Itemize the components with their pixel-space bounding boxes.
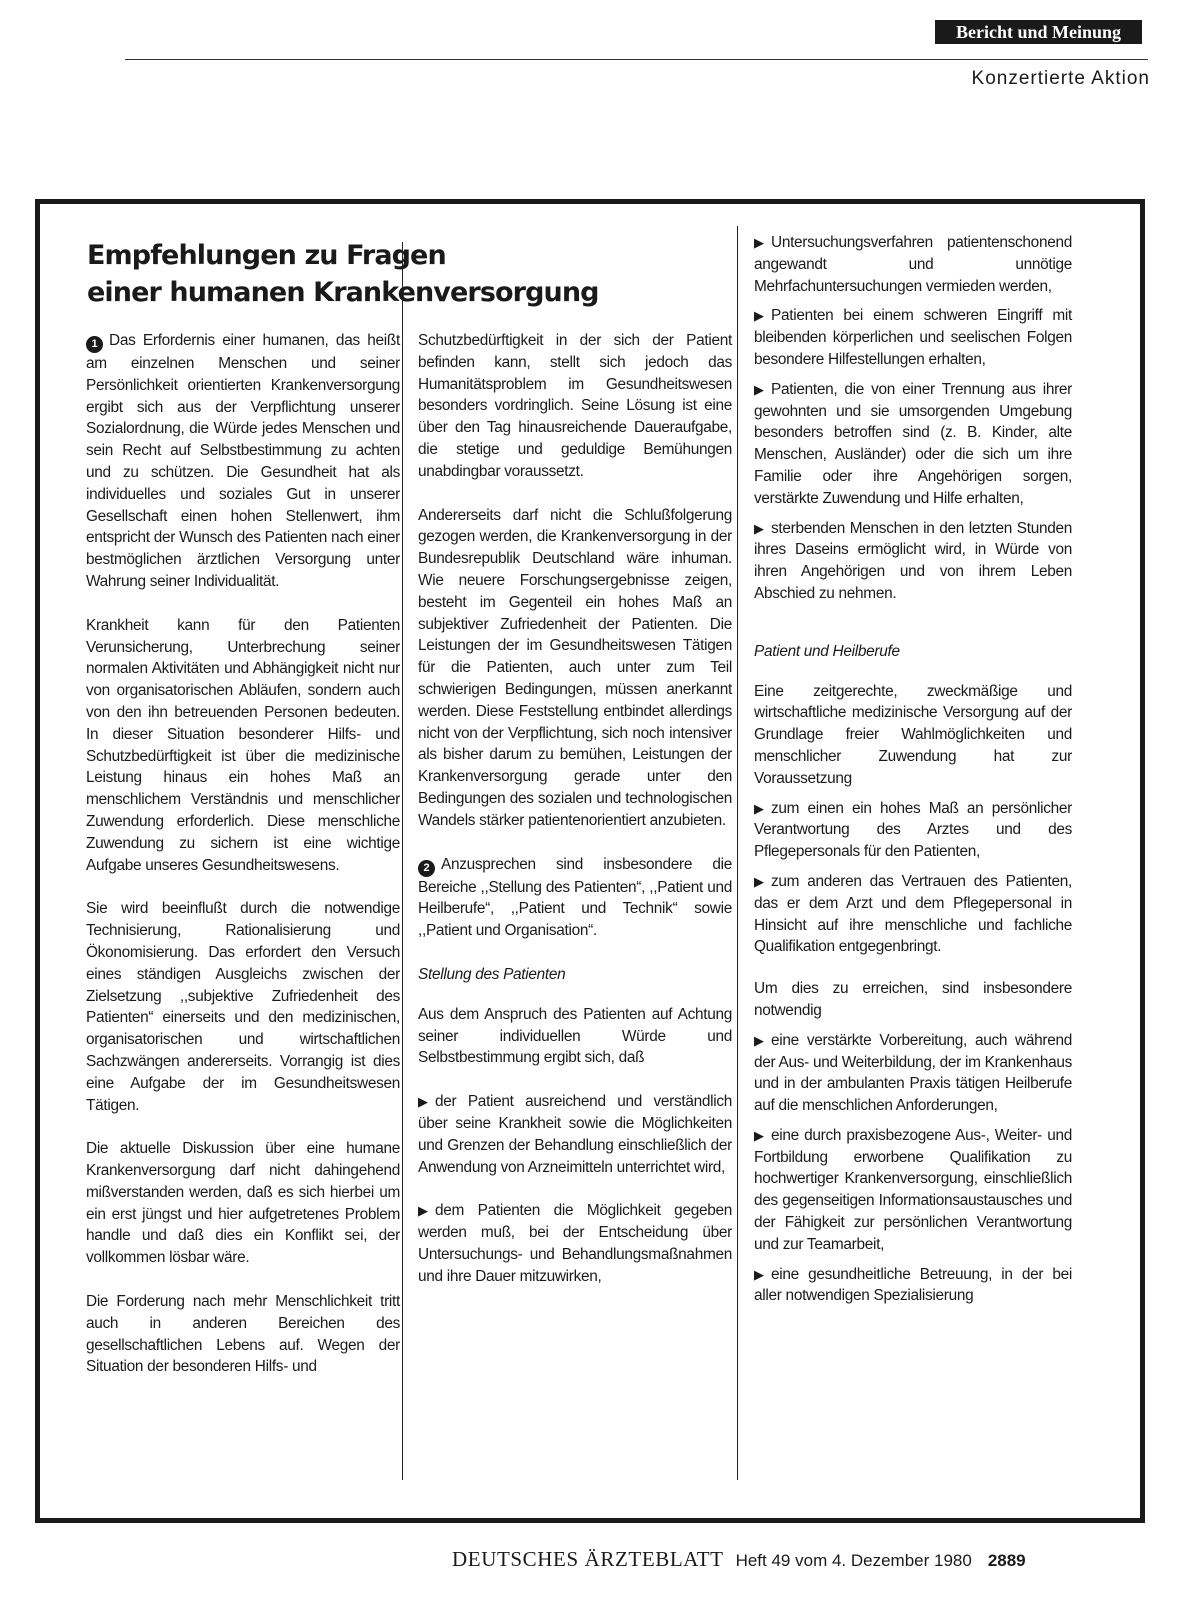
paragraph: Schutzbedürftigkeit in der sich der Patient befinden kann, stellt sich jedoch das Humanitätsproblem im Gesundheitswesen besonders vordringlich. Seine Lösung ist eine über den Tag hinausreichende Daueraufgabe, die stetige und geduldige Bemühungen unabdingbar voraussetzt. (418, 332, 732, 480)
paragraph: Andererseits darf nicht die Schlußfolgerung gezogen werden, die Krankenversorgung in der Bundesrepublik Deutschland wäre inhuman. Wie neuere Forschungsergebnisse zeigen, besteht im Gegenteil ein hohes Maß an subjektiver Zufriedenheit der Patienten. Die Leistungen der im Gesundheitswesen Tätigen für die Patienten, auch unter zum Teil schwierigen Bedingungen, müssen anerkannt werden. Diese Feststellung entbindet allerdings nicht von der Verpflichtung, sich noch intensiver als bisher darum zu bemühen, Leistungen der Krankenversorgung gerade unter den Bedingungen des sozialen und technologischen Wandels stärker patientenorientiert anzubieten. (418, 506, 732, 829)
bullet-item: ▶ zum einen ein hohes Maß an persönlicher Verantwortung des Arztes und des Pflegepersonals für den Patienten, (754, 799, 1072, 861)
arrow-bullet-icon: ▶ (754, 235, 764, 250)
bullet-item: ▶ der Patient ausreichend und verständlich über seine Krankheit sowie die Möglichkeiten und Grenzen der Behandlung einschließlich der Anwendung von Arzneimitteln unterrichtet wird, (418, 1093, 732, 1176)
page-footer (452, 1547, 1026, 1572)
bullet-item: ▶ eine durch praxisbezogene Aus-, Weiter- und Fortbildung erworbene Qualifikation zu hochwertiger Krankenversorgung, einschließlich des gegenseitigen Informationsaustausches und der Fähigkeit zur persönlichen Verantwortung und zur Teamarbeit, (754, 1126, 1072, 1253)
section-number-badge: 2 (418, 860, 435, 877)
paragraph: 1 Das Erfordernis einer humanen, das heißt am einzelnen Menschen und seiner Persönlichkeit orientierten Krankenversorgung ergibt sich aus der Verpflichtung unserer Sozialordnung, die Würde jedes Menschen und sein Recht auf Selbstbestimmung zu achten und zu schützen. Die Gesundheit hat als individuelles und soziales Gut in unserer Gesellschaft einen hohen Stellenwert, ihm entspricht der Wunsch des Patienten nach einer bestmöglichen ärztlichen Versorgung unter Wahrung seiner Individualität. (86, 332, 400, 590)
arrow-bullet-icon: ▶ (754, 1032, 764, 1048)
bullet-item: ▶ Patienten, die von einer Trennung aus ihrer gewohnten und sie umsorgenden Umgebung besonders betroffen sind (z. B. Kinder, alte Menschen, Ausländer) oder die sich um ihre Familie oder ihre Angehörigen sorgen, verstärkte Zuwendung und Hilfe erhalten, (754, 380, 1072, 507)
arrow-bullet-icon: ▶ (418, 1203, 428, 1219)
paragraph: Um dies zu erreichen, sind insbesondere notwendig (754, 980, 1072, 1019)
arrow-bullet-icon: ▶ (754, 381, 764, 397)
arrow-bullet-icon: ▶ (754, 1127, 764, 1143)
subheading: Patient und Heilberufe (754, 642, 900, 660)
bullet-item: ▶ Patienten bei einem schweren Eingriff mit bleibenden körperlichen und seelischen Folgen besondere Hilfestellungen erhalten, (754, 307, 1072, 368)
bullet-item: ▶ Untersuchungsverfahren patientenschonend angewandt und unnötige Mehrfachuntersuchungen vermieden werden, (754, 234, 1072, 295)
arrow-bullet-icon: ▶ (418, 1094, 428, 1110)
issue-info: Heft 49 vom 4. Dezember 1980 (735, 1551, 972, 1570)
article-box (35, 199, 1145, 1523)
bullet-item: ▶ sterbenden Menschen in den letzten Stunden ihres Daseins ermöglicht wird, in Würde von ihren Angehörigen und von ihrem Leben Abschied zu nehmen. (754, 519, 1072, 602)
column-3 (754, 232, 1072, 1315)
paragraph: Aus dem Anspruch des Patienten auf Achtung seiner individuellen Würde und Selbstbestimmung ergibt sich, daß (418, 1005, 732, 1067)
arrow-bullet-icon: ▶ (754, 1266, 764, 1282)
series-label: Konzertierte Aktion (971, 68, 1150, 89)
paragraph: Krankheit kann für den Patienten Verunsicherung, Unterbrechung seiner normalen Aktivitäten und Abhängigkeit nicht nur von organisatorischen Abläufen, sondern auch von den ihn betreuenden Personen bedeuten. In dieser Situation besonderer Hilfs- und Schutzbedürftigkeit ist über die medizinische Leistung hinaus ein hohes Maß an menschlichem Verständnis und menschlicher Zuwendung erforderlich. Diese menschliche Zuwendung zu sichern ist eine wichtige Aufgabe unseres Gesundheitswesens. (86, 616, 400, 874)
arrow-bullet-icon: ▶ (754, 800, 764, 816)
arrow-bullet-icon: ▶ (754, 308, 764, 324)
paragraph: Eine zeitgerechte, zweckmäßige und wirtschaftliche medizinische Versorgung auf der Grundlage freier Wahlmöglichkeiten und menschlicher Zuwendung hat zur Voraussetzung (754, 682, 1072, 787)
header-rule (125, 59, 1148, 60)
column-2 (418, 330, 732, 1309)
title-line-1: Empfehlungen zu Fragen (87, 240, 446, 271)
article-title (87, 237, 647, 311)
column-divider-left (402, 242, 403, 1480)
subheading: Stellung des Patienten (418, 965, 566, 983)
section-tag: Bericht und Meinung (935, 20, 1142, 44)
section-number-badge: 1 (86, 336, 103, 353)
journal-name: DEUTSCHES ÄRZTEBLATT (452, 1547, 724, 1571)
paragraph: 2 Anzusprechen sind insbesondere die Bereiche ,,Stellung des Patienten“, ,,Patient und Heilberufe“, ,,Patient und Technik“ sowie ,,Patient und Organisation“. (418, 855, 732, 940)
bullet-item: ▶ zum anderen das Vertrauen des Patienten, das er dem Arzt und dem Pflegepersonal in Hinsicht auf ihre menschliche und fachliche Qualifikation entgegenbringt. (754, 872, 1072, 956)
page-number: 2889 (987, 1551, 1026, 1570)
paragraph: Die aktuelle Diskussion über eine humane Krankenversorgung darf nicht dahingehend mißverstanden werden, daß es sich hierbei um ein erst jüngst und hier aufgetretenes Problem handle und daß dies ein Konflikt sei, der vollkommen lösbar wäre. (86, 1140, 400, 1267)
bullet-item: ▶ eine gesundheitliche Betreuung, in der bei aller notwendigen Spezialisierung (754, 1265, 1072, 1305)
column-divider-right (737, 226, 738, 1480)
arrow-bullet-icon: ▶ (754, 873, 764, 889)
arrow-bullet-icon: ▶ (754, 520, 764, 536)
bullet-item: ▶ eine verstärkte Vorbereitung, auch während der Aus- und Weiterbildung, der im Krankenhaus und in der ambulanten Praxis tätigen Heilberufe auf die menschlichen Anforderungen, (754, 1031, 1072, 1115)
paragraph: Sie wird beeinflußt durch die notwendige Technisierung, Rationalisierung und Ökonomisierung. Das erfordert den Versuch eines ständigen Ausgleichs zwischen der Zielsetzung ,,subjektive Zufriedenheit des Patienten“ einerseits und den medizinischen, organisatorischen und wirtschaftlichen Sachzwängen andererseits. Vorrangig ist dies eine Aufgabe der im Gesundheitswesen Tätigen. (86, 900, 400, 1114)
paragraph: Die Forderung nach mehr Menschlichkeit tritt auch in anderen Bereichen des gesellschaftlichen Lebens auf. Wegen der Situation der besonderen Hilfs- und (86, 1293, 400, 1376)
bullet-item: ▶ dem Patienten die Möglichkeit gegeben werden muß, bei der Entscheidung über Untersuchungs- und Behandlungsmaßnahmen und ihre Dauer mitzuwirken, (418, 1202, 732, 1285)
title-line-2: einer humanen Krankenversorgung (87, 277, 599, 308)
column-1 (86, 330, 400, 1400)
